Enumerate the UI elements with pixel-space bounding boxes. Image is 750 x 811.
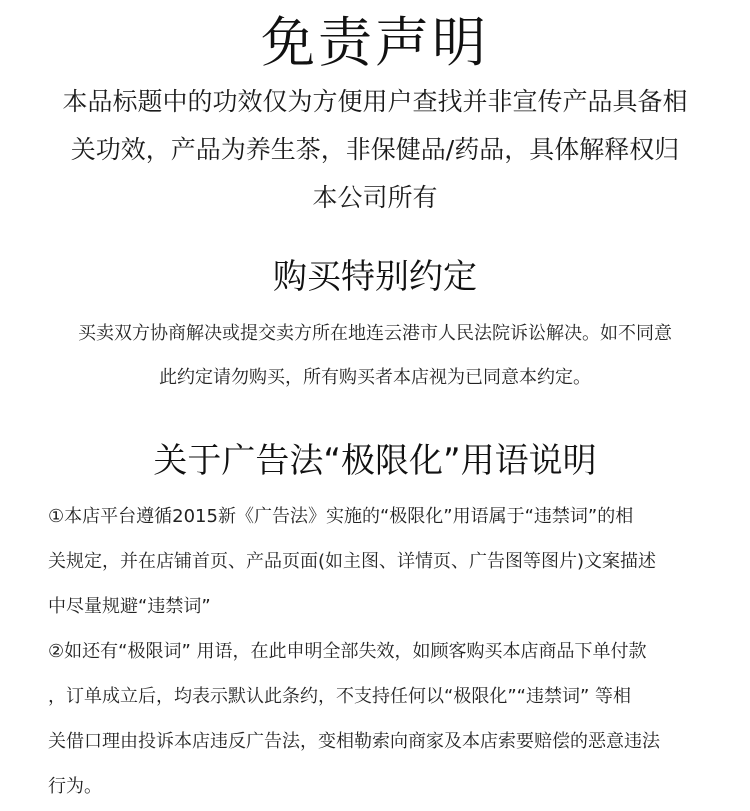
purchase-line: 买卖双方协商解决或提交卖方所在地连云港市人民法院诉讼解决。如不同意 [78, 323, 672, 344]
ad-law-text [48, 494, 728, 809]
ad-law-title: 关于广告法“极限化”用语说明 [153, 441, 597, 481]
ad-law-line: 关规定，并在店铺首页、产品页面(如主图、详情页、广告图等图片)文案描述 [48, 551, 657, 572]
ad-law-line: 行为。 [48, 776, 102, 797]
ad-law-line: ①本店平台遵循2015新《广告法》实施的“极限化”用语属于“违禁词”的相 [48, 506, 634, 527]
disclaimer-text [0, 78, 750, 222]
disclaimer-title: 免责声明 [261, 11, 489, 74]
ad-law-line: 中尽量规避“违禁词” [48, 596, 211, 617]
ad-law-line: ②如还有“极限词” 用语，在此申明全部失效，如顾客购买本店商品下单付款 [48, 641, 647, 662]
ad-law-line: ，订单成立后，均表示默认此条约，不支持任何以“极限化”“违禁词” 等相 [48, 686, 632, 707]
purchase-line: 此约定请勿购买，所有购买者本店视为已同意本约定。 [159, 367, 591, 388]
purchase-agreement-text [0, 312, 750, 400]
disclaimer-line: 本公司所有 [312, 183, 438, 212]
purchase-agreement-title: 购买特别约定 [273, 257, 477, 297]
disclaimer-line: 本品标题中的功效仅为方便用户查找并非宣传产品具备相 [62, 87, 688, 116]
disclaimer-line: 关功效，产品为养生茶，非保健品/药品，具体解释权归 [70, 135, 680, 164]
ad-law-line: 关借口理由投诉本店违反广告法，变相勒索向商家及本店索要赔偿的恶意违法 [48, 731, 660, 752]
